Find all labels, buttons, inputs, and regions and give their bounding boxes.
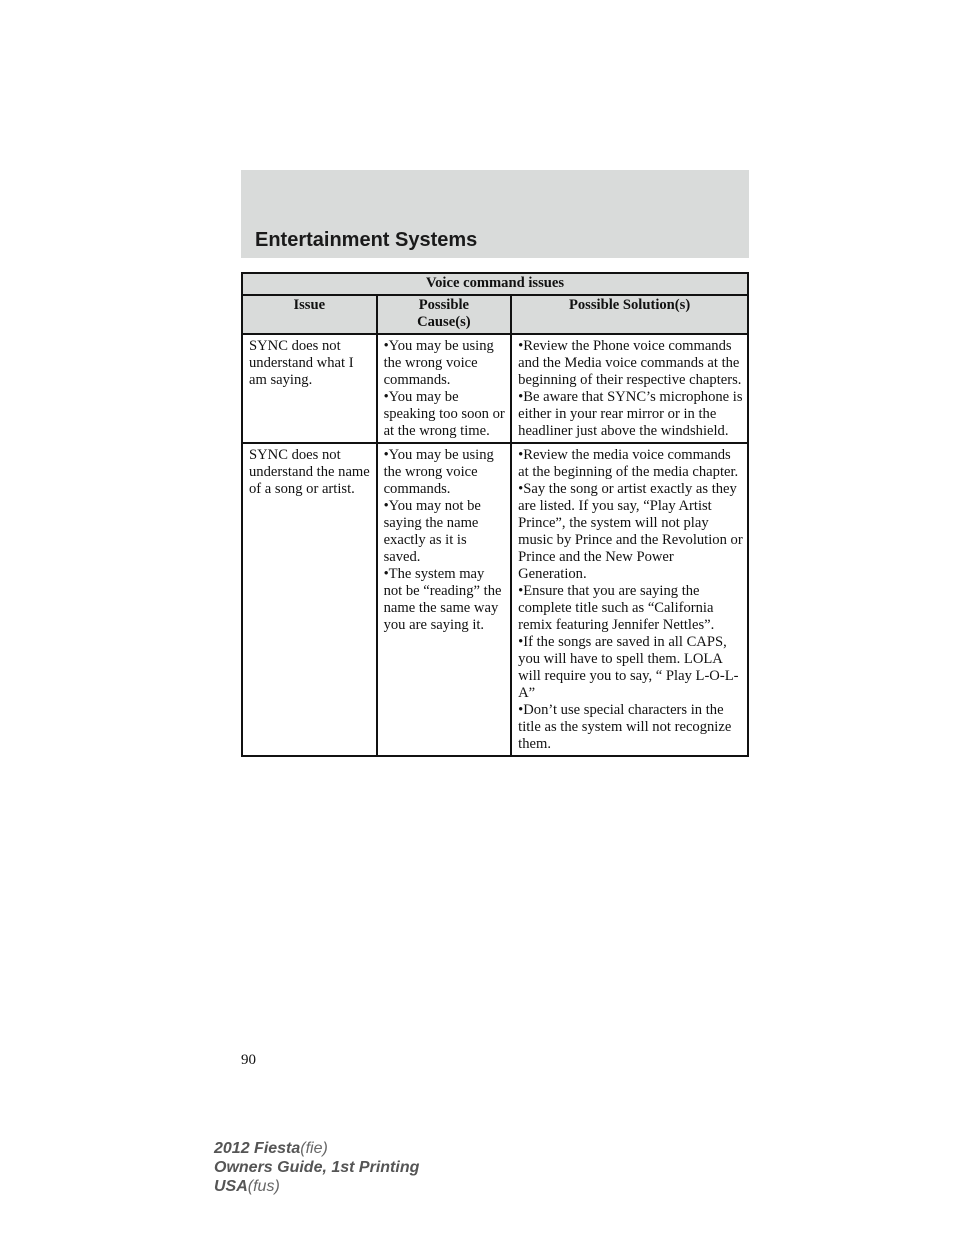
footer-imprint xyxy=(214,1139,419,1196)
solution-item: •Don’t use special characters in the title as the system will not recognize them. xyxy=(518,702,732,752)
column-header-causes: Possible Cause(s) xyxy=(377,295,512,334)
footer-line-2 xyxy=(214,1158,419,1177)
causes-cell xyxy=(377,334,512,443)
solution-item: •Be aware that SYNC’s microphone is either in your rear mirror or in the headliner just above the windshield. xyxy=(518,389,743,439)
issue-cell: SYNC does not understand what I am saying. xyxy=(242,334,377,443)
cause-item: •The system may not be “reading” the name the same way you are saying it. xyxy=(383,566,502,633)
footer-line-1 xyxy=(214,1139,419,1158)
footer-model: 2012 Fiesta xyxy=(214,1140,301,1157)
page-number: 90 xyxy=(241,1052,256,1068)
table-row xyxy=(242,334,748,443)
cause-item: •You may not be saying the name exactly as it is saved. xyxy=(383,498,481,565)
voice-command-issues-table xyxy=(241,272,749,757)
footer-model-code: (fie) xyxy=(300,1140,328,1157)
issue-cell: SYNC does not understand the name of a song or artist. xyxy=(242,443,377,756)
footer-printing: Owners Guide, 1st Printing xyxy=(214,1159,420,1176)
solution-item: •If the songs are saved in all CAPS, you will have to spell them. LOLA will require you to say, “ Play L-O-L-A” xyxy=(518,634,739,701)
table-row xyxy=(242,443,748,756)
column-header-issue: Issue xyxy=(242,295,377,334)
footer-market-code: (fus) xyxy=(247,1178,280,1195)
solutions-cell xyxy=(511,334,748,443)
section-title: Entertainment Systems xyxy=(255,229,478,251)
solution-item: •Review the media voice commands at the beginning of the media chapter. xyxy=(518,447,739,480)
footer-market: USA xyxy=(214,1178,248,1195)
cause-item: •You may be using the wrong voice commands. xyxy=(383,447,494,497)
solution-item: •Say the song or artist exactly as they are listed. If you say, “Play Artist Prince”, the system will not play music by Prince and the Revolution or Prince and the New Power Generation. xyxy=(518,481,743,582)
solution-item: •Ensure that you are saying the complete title such as “California remix featuring Jennifer Nettles”. xyxy=(518,583,715,633)
cause-item: •You may be using the wrong voice commands. xyxy=(383,338,494,388)
solutions-cell xyxy=(511,443,748,756)
table-caption: Voice command issues xyxy=(242,273,748,295)
footer-line-3 xyxy=(214,1177,419,1196)
causes-cell xyxy=(377,443,512,756)
solution-item: •Review the Phone voice commands and the Media voice commands at the beginning of their respective chapters. xyxy=(518,338,742,388)
section-header xyxy=(241,170,749,258)
cause-item: •You may be speaking too soon or at the wrong time. xyxy=(383,389,505,439)
column-header-solutions: Possible Solution(s) xyxy=(511,295,748,334)
